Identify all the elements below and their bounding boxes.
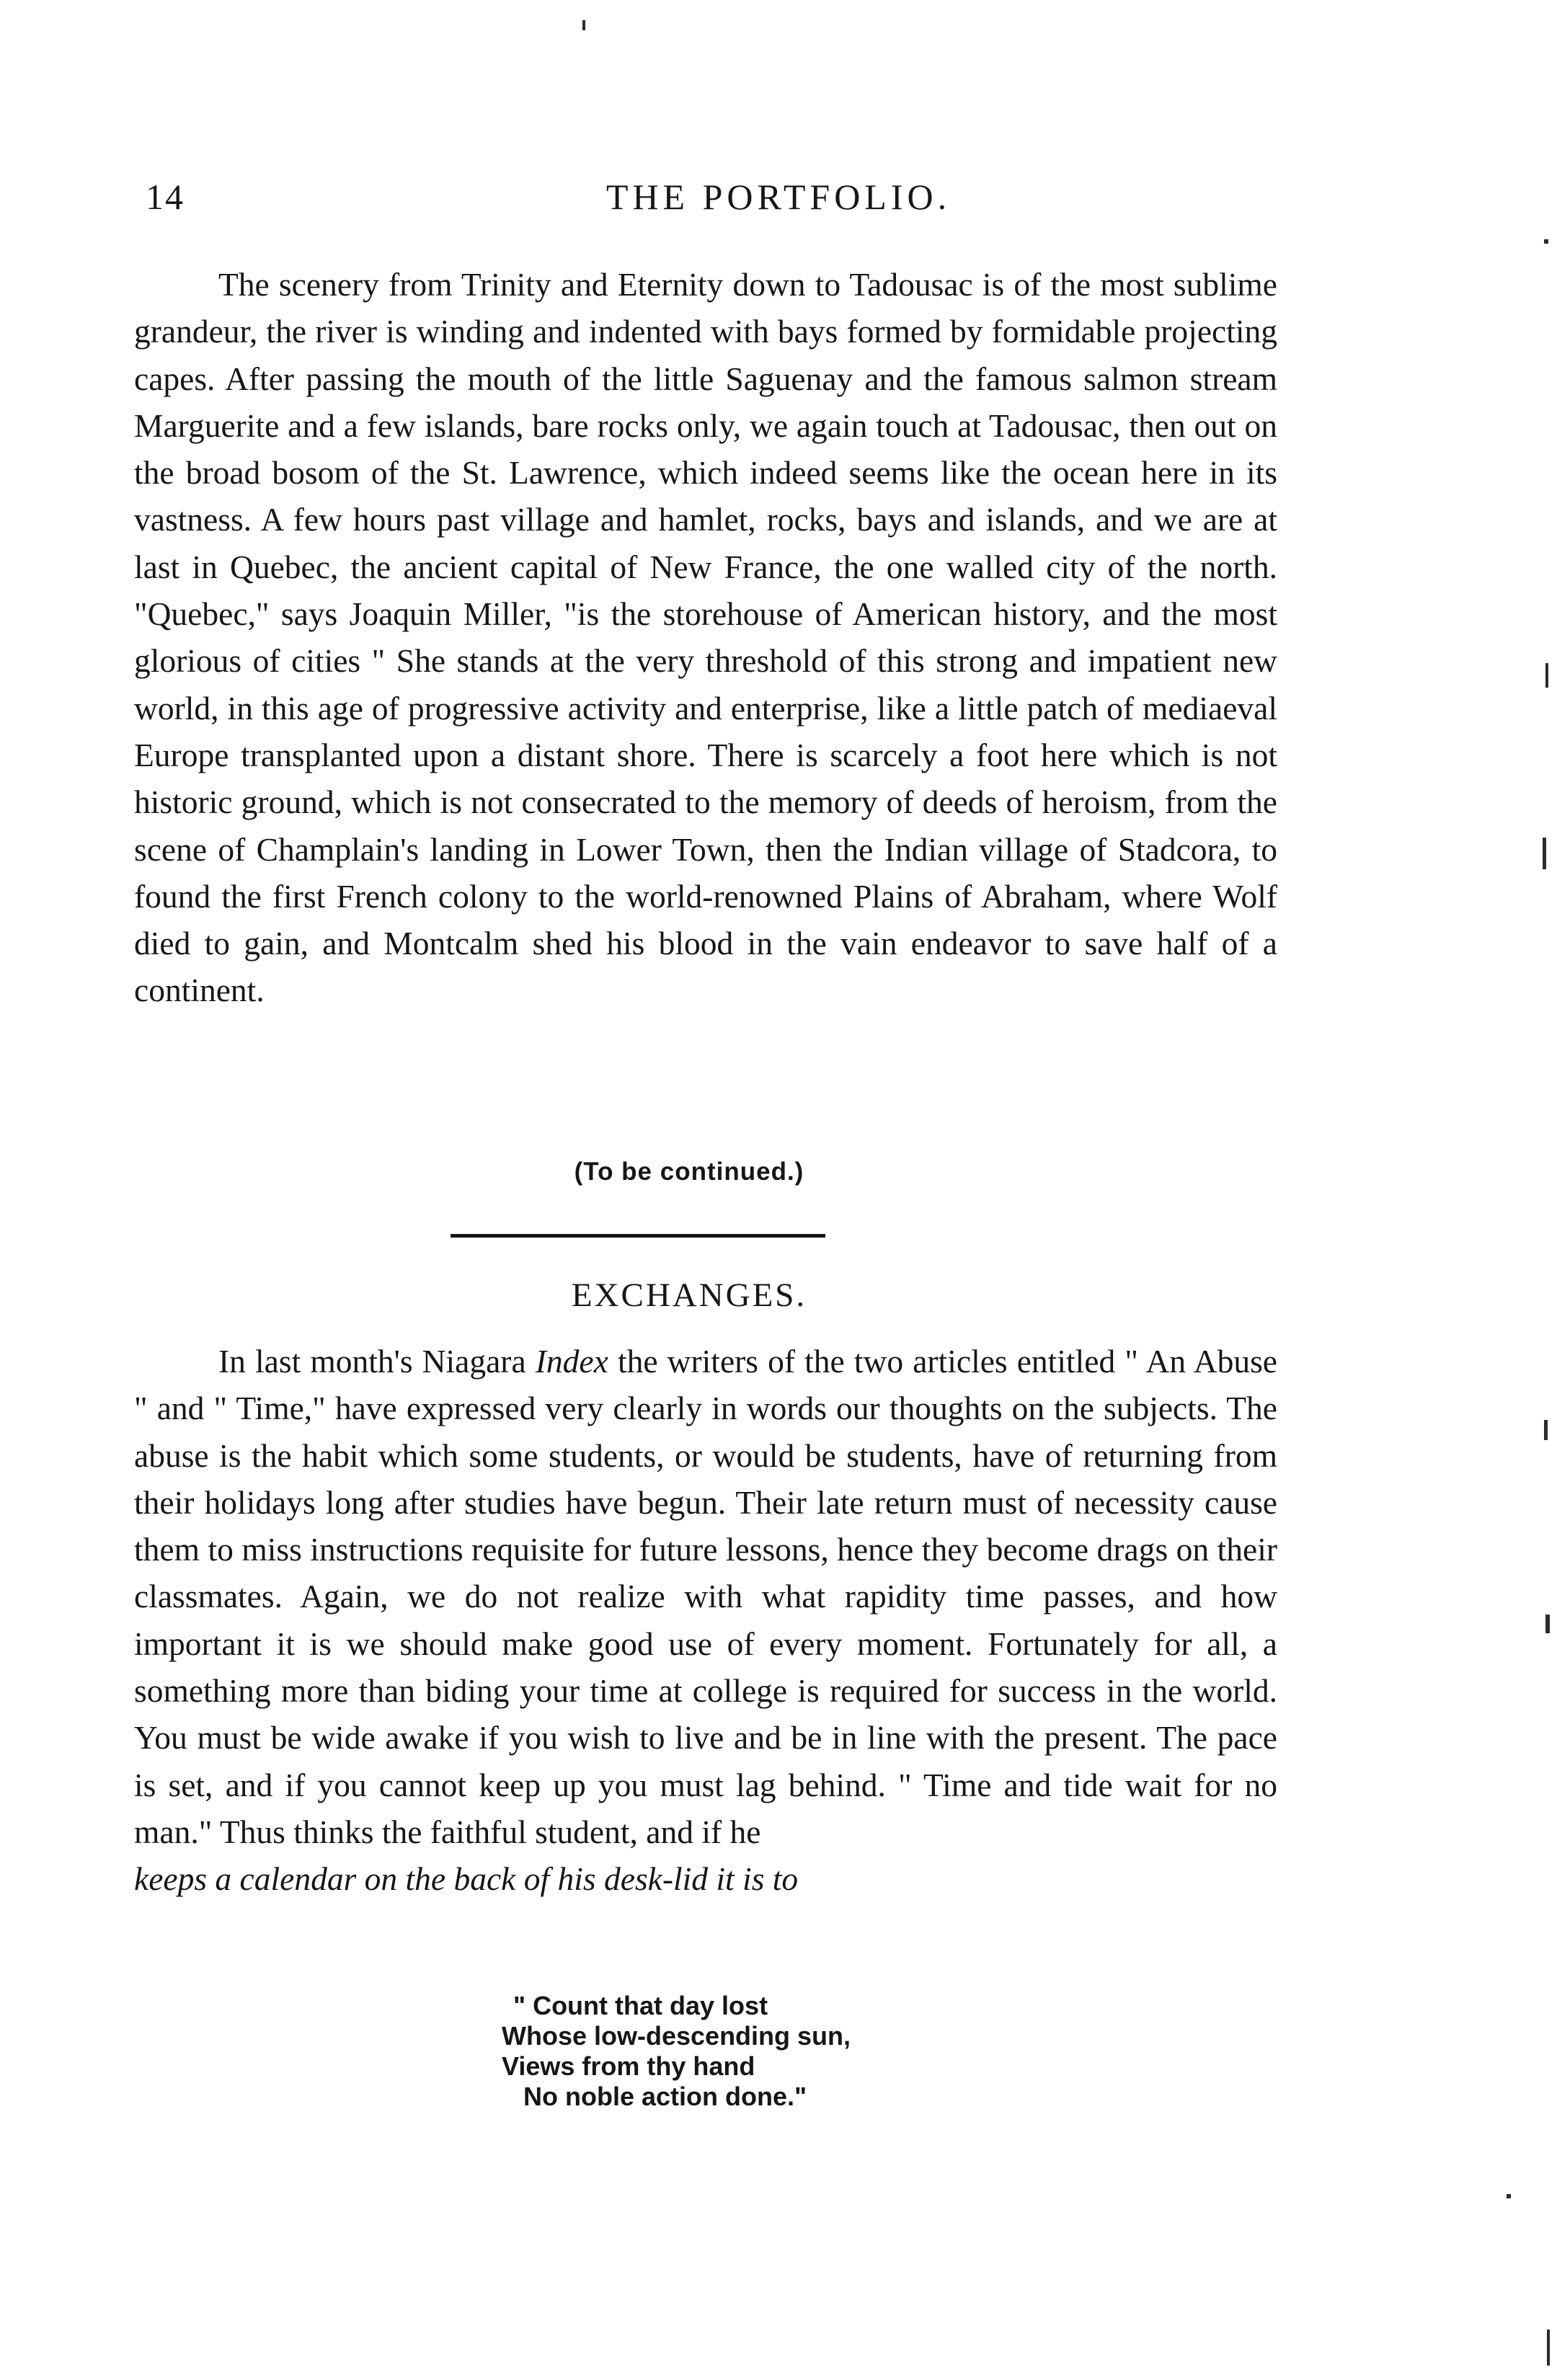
scan-speck	[1545, 663, 1548, 688]
verse-line: No noble action done."	[523, 2082, 807, 2111]
section-heading-exchanges: EXCHANGES.	[571, 1276, 807, 1314]
exchanges-body	[134, 1338, 1277, 1903]
verse-line: " Count that day lost	[513, 1991, 768, 2020]
quoted-verse	[502, 1991, 851, 2112]
scan-speck	[1507, 2194, 1511, 2198]
exchanges-closing-line: keeps a calendar on the back of his desk-lid it is to	[134, 1860, 799, 1898]
running-title: THE PORTFOLIO.	[606, 177, 952, 217]
scan-speck	[1543, 838, 1546, 869]
page-number: 14	[146, 177, 185, 217]
article-one-body	[134, 261, 1277, 1014]
exchanges-paragraph-text: the writers of the two articles entitled " An Abuse " and " Time," have expressed very clearly in words our thoughts on the subjects. The abuse is the habit which some students, or would be students, have of returning from their holidays long after studies have begun. Their late return must of necessity cause them to miss instructions requisite for future lessons, hence they become drags on their classmates. Again, we do not realize with what rapidity time passes, and how important it is we should make good use of every moment. Fortunately for all, a something more than biding your time at college is required for success in the world. You must be wide awake if you wish to live and be in line with the present. The pace is set, and if you cannot keep up you must lag behind. " Time and tide wait for no man." Thus thinks the faithful student, and if he	[134, 1343, 1277, 1850]
section-divider	[451, 1234, 825, 1238]
article-one-paragraph: The scenery from Trinity and Eternity down to Tadousac is of the most sublime grandeur, the river is winding and indented with bays formed by formidable projecting capes. After passing the mouth of the little Saguenay and the famous salmon stream Marguerite and a few islands, bare rocks only, we again touch at Tadousac, then out on the broad bosom of the St. Lawrence, which indeed seems like the ocean here in its vastness. A few hours past village and hamlet, rocks, bays and islands, and we are at last in Quebec, the ancient capital of New France, the one walled city of the north. "Quebec," says Joaquin Miller, "is the storehouse of American history, and the most glorious of cities " She stands at the very threshold of this strong and impatient new world, in this age of progressive activity and enterprise, like a little patch of mediaeval Europe transplanted upon a distant shore. There is scarcely a foot here which is not historic ground, which is not consecrated to the memory of deeds of heroism, from the scene of Champlain's landing in Lower Town, then the Indian village of Stadcora, to found the first French colony to the world-renowned Plains of Abraham, where Wolf died to gain, and Montcalm shed his blood in the vain endeavor to save half of a continent.	[134, 266, 1277, 1009]
scan-speck	[582, 20, 585, 30]
exchanges-intro: In last month's Niagara	[218, 1343, 536, 1380]
continued-note: (To be continued.)	[574, 1158, 804, 1186]
exchanges-paragraph	[134, 1338, 1277, 1855]
scan-speck	[1545, 1615, 1550, 1633]
publication-title: Index	[535, 1343, 608, 1380]
scan-speck	[1544, 239, 1548, 244]
scan-speck	[1547, 2330, 1550, 2366]
verse-line: Views from thy hand	[502, 2051, 755, 2081]
verse-line: Whose low-descending sun,	[502, 2021, 851, 2051]
scan-speck	[1544, 1420, 1548, 1440]
